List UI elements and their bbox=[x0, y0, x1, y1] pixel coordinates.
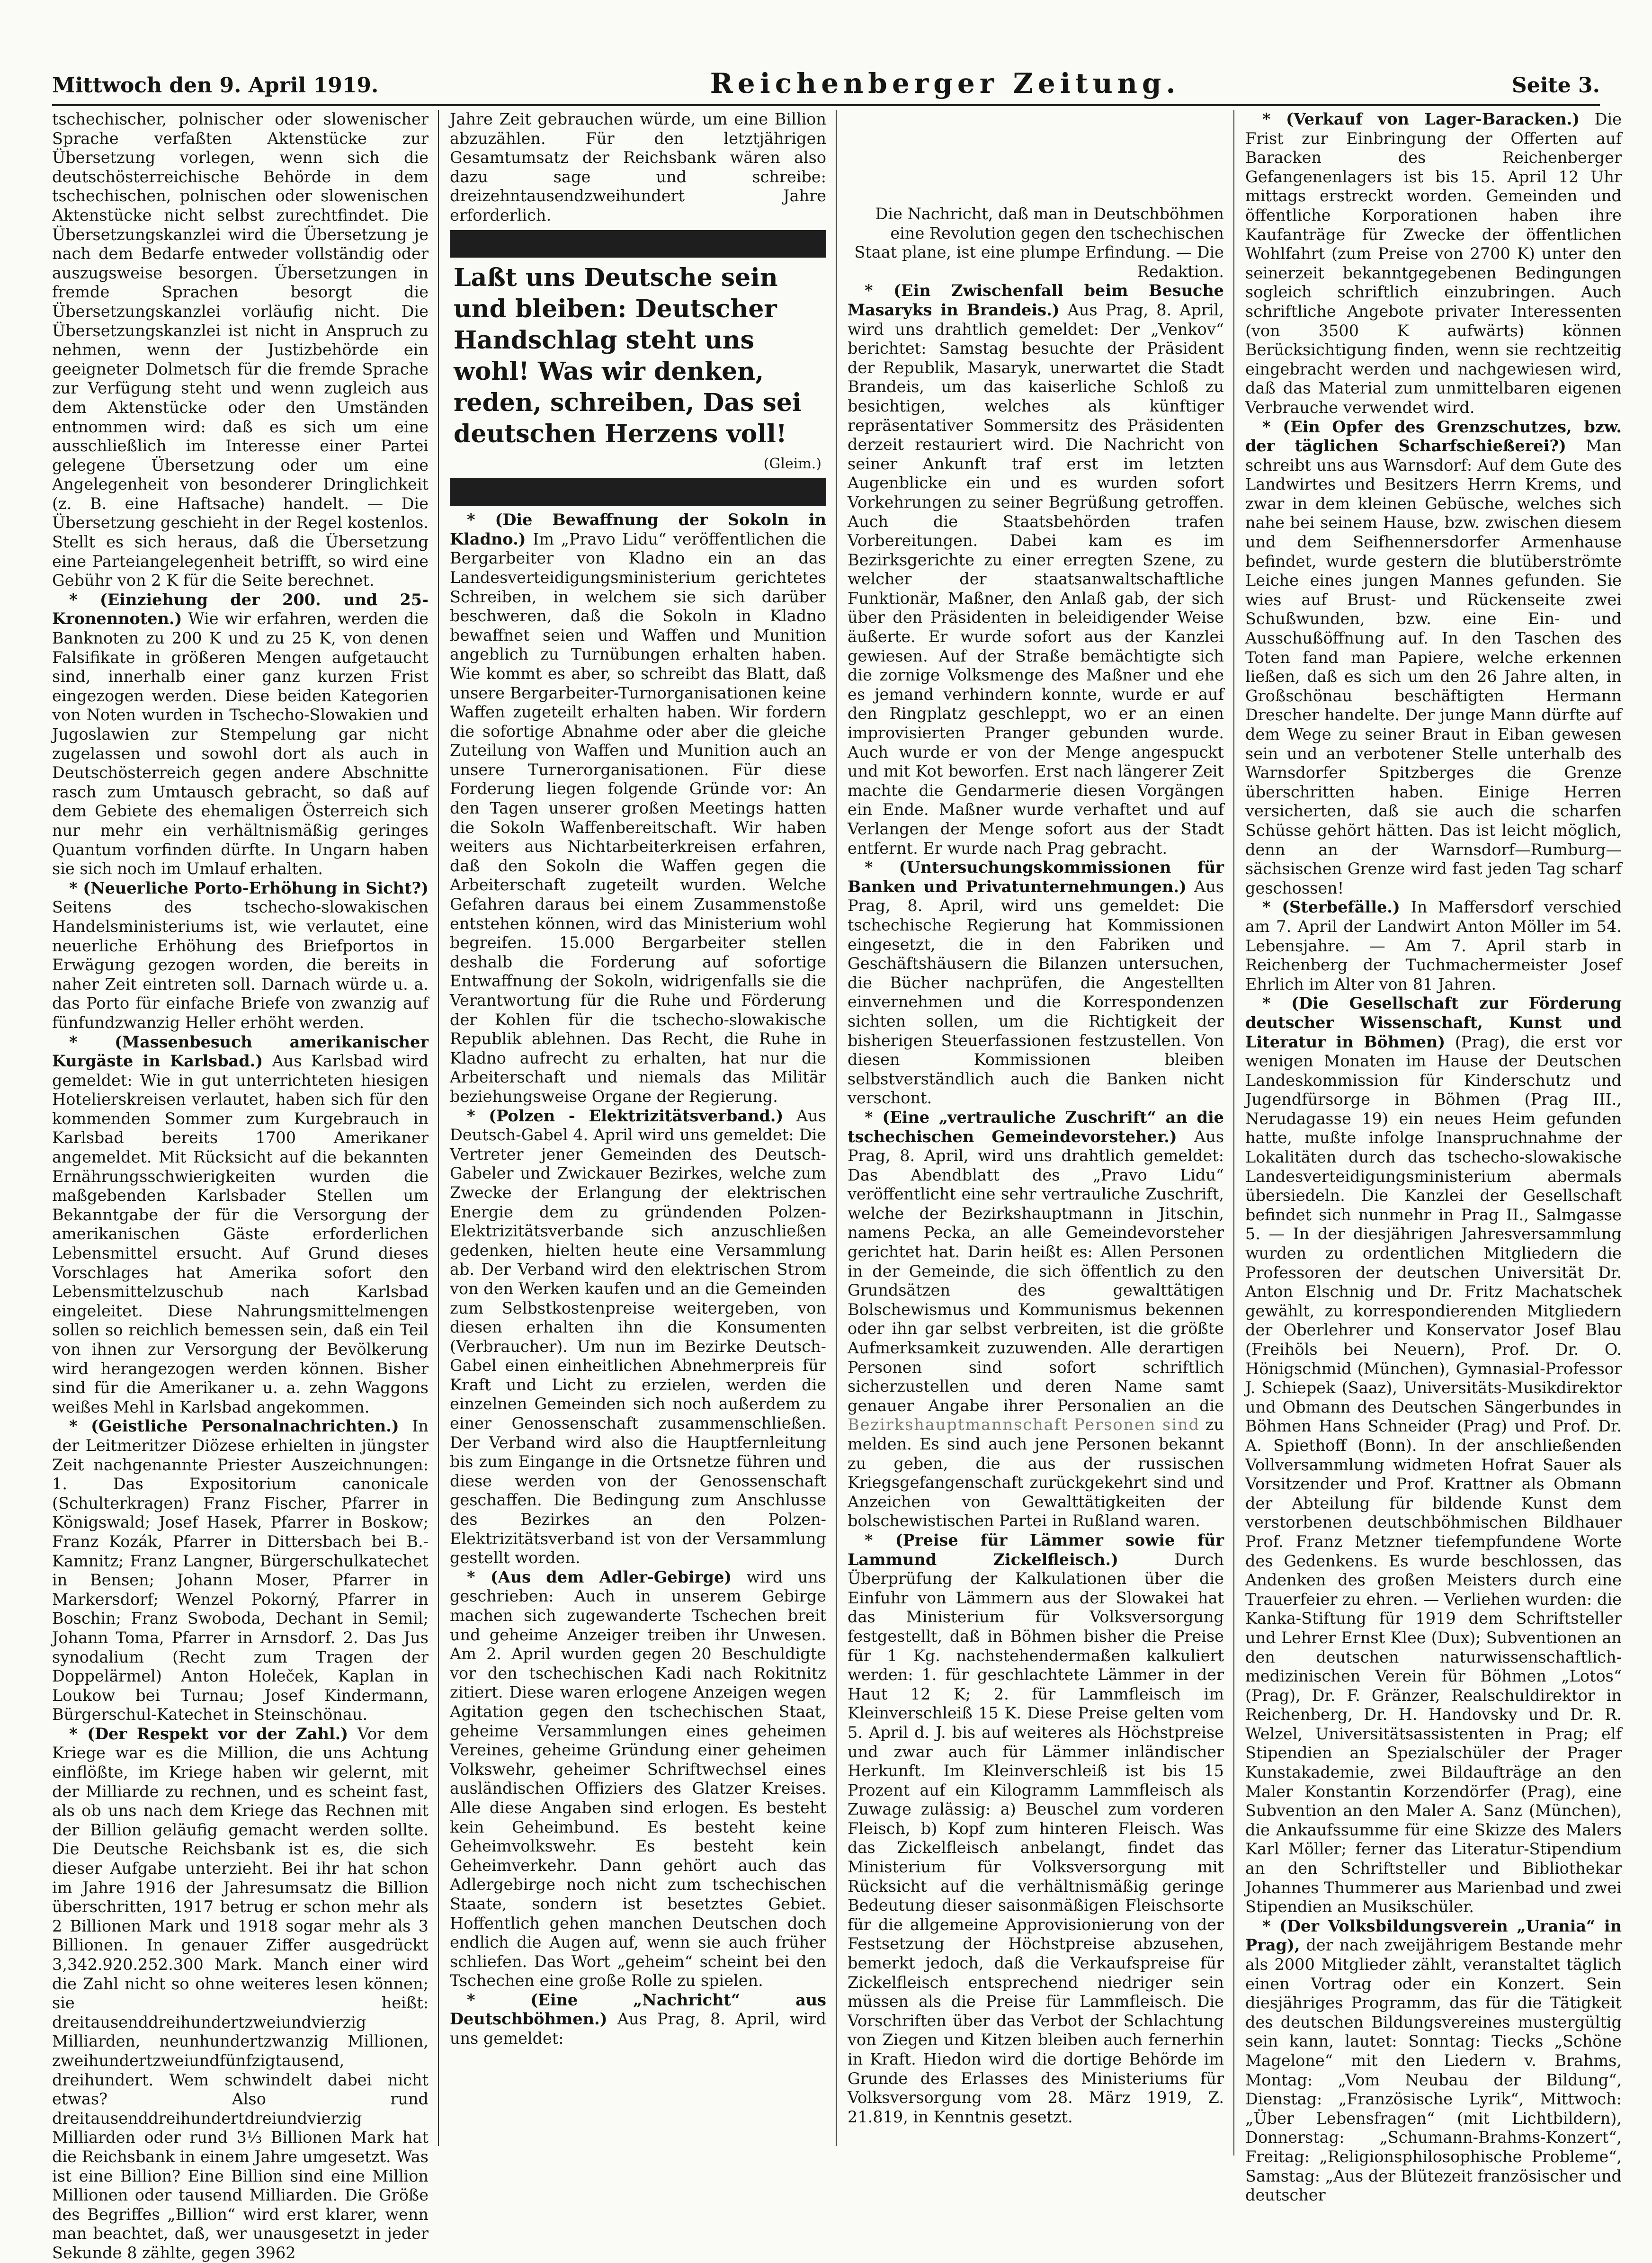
article-zuschrift bbox=[848, 1108, 1224, 1531]
article-heading: * (Geistliche Personalnachrichten.) bbox=[69, 1417, 399, 1436]
article-nachricht bbox=[450, 1991, 826, 2048]
article-heading: * (Massenbesuch amerikanischer Kurgäste in Karlsbad.) bbox=[52, 1032, 429, 1071]
article-body: wird uns geschrieben: Auch in unserem Gebirge machen sich zugewanderte Tschechen breit und geheime Anzeiger treiben ihr Unwesen. Am 2. April wurden gegen 20 Beschuldigte vor den tschechischen Kadi nach Rokitnitz zitiert. Diese waren erlogene Anzeigen wegen Agitation gegen den tschechischen Staat, geheime Versammlungen eines geheimen Vereines, geheime Gründung einer geheimen Volkswehr, geheimer Schriftwechsel eines ausländischen Offiziers des Glatzer Kreises. Alle diese Angaben sind erlogen. Es besteht kein Geheimbund. Es besteht keine Geheimvolkswehr. Es besteht kein Geheimverkehr. Dann gehört auch das Adlergebirge noch nicht zum tschechischen Staate, sondern ist besetztes Gebiet. Hoffentlich gehen manchen Deutschen doch endlich die Augen auf, wenn sie auch früher schliefen. Das Wort „geheim“ scheint bei den Tschechen eine große Rolle zu spielen. bbox=[450, 1567, 826, 1990]
article-heading: * (Einziehung der 200. und 25-Kronennoten.) bbox=[52, 590, 429, 628]
article-body: (Prag), die erst vor wenigen Monaten im Hause der Deutschen Landeskommission für Kinderschutz und Jugendfürsorge in Böhmen (Prag III., Nerudagasse 19) ein neues Heim gefunden hatte, mußte infolge Inanspruchnahme der Lokalitäten durch das tschecho-slowakische Landesverteidigungsministerium abermals übersiedeln. Die Kanzlei der Gesellschaft befindet sich nunmehr in Prag II., Salmgasse 5. — In der diesjährigen Jahresversammlung wurden zu ordentlichen Mitgliedern die Professoren der deutschen Universität Dr. Anton Elschnig und Dr. Fritz Machatschek gewählt, zu korrespondierenden Mitgliedern der Oberlehrer und Konservator Josef Blau (Freihöls bei Neuern), Prof. Dr. O. Hönigschmid (München), Gymnasial-Professor J. Schiepek (Saaz), Universitäts-Musikdirektor und Obmann des Deutschen Sängerbundes in Böhmen Hans Schneider (Prag) und Prof. Dr. A. Spiethoff (Bonn). In der anschließenden Vollversammlung widmeten Hofrat Sauer als Vorsitzender und Prof. Krattner als Obmann der Abteilung für bildende Kunst dem verstorbenen deutschböhmischen Bildhauer Prof. Franz Metzner tiefempfundene Worte des Gedenkens. Es wurde beschlossen, das Andenken des großen Meisters durch eine Trauerfeier zu ehren. — Verliehen wurden: die Kanka-Stiftung für 1919 dem Schriftsteller und Lehrer Ernst Klee (Dux); Subventionen an den deutschen naturwissenschaftlich-medizinischen Verein für Böhmen „Lotos“ (Prag), Dr. F. Gränzer, Realschuldirektor in Reichenberg, Dr. H. Handovsky und Dr. R. Welzel, Universitätsassistenten in Prag; elf Stipendien an Spezialschüler der Prager Kunstakademie, zwei Bildaufträge an den Maler Konstantin Korzendörfer (Prag), eine Subvention an den Maler A. Sanz (München), die Ankaufssumme für eine Skizze des Malers Karl Möller; ferner das Literatur-Stipendium an den Schriftsteller und Bibliothekar Johannes Thummerer aus Marienbad und zwei Stipendien an Musikschüler. bbox=[1245, 1032, 1622, 1916]
decorative-banner bbox=[450, 478, 826, 506]
article-translation-notes bbox=[52, 590, 429, 879]
article-heading: * (Polzen - Elektrizitätsverband.) bbox=[467, 1106, 784, 1125]
article-continuation: Jahre Zeit gebrauchen würde, um eine Billion abzuzählen. Für den letztjährigen Gesamtumsatz der Reichsbank wären also dazu sage und schreibe: dreizehntausendzweihundert Jahre erforderlich. bbox=[450, 110, 826, 224]
article-body: Aus Prag, 8. April, wird uns gemeldet: Die tschechische Regierung hat Kommissionen eingesetzt, die in den Fabriken und Geschäftshäusern die Bilanzen untersuchen, die Bücher nachprüfen, die Angestellten einvernehmen und die Korrespondenzen sichten sollen, um die Richtigkeit der bisherigen Steuerfassionen festzustellen. Von diesen Kommissionen bleiben selbstverständlich auch die Banken nicht verschont. bbox=[848, 877, 1224, 1108]
article-heading: * (Sterbefälle.) bbox=[1262, 898, 1400, 917]
article-body: Wie wir erfahren, werden die Banknoten zu 200 K und zu 25 K, von denen Falsifikate in größeren Mengen aufgetaucht sind, innerhalb einer ganz kurzen Frist eingezogen werden. Diese beiden Kategorien von Noten wurden in Tschecho-Slowakien und Jugoslawien zur Stempelung gar nicht zugelassen und sowohl dort als auch in Deutschösterreich gegen andere Abschnitte rasch zum Umtausch gebracht, so daß auf dem Gebiete des ehemaligen Österreich sich nur mehr ein verhältnismäßig geringes Quantum vorfinden dürfte. In Ungarn haben sie sich noch im Umlauf erhalten. bbox=[52, 609, 429, 878]
column-divider bbox=[1233, 110, 1234, 2156]
column-2 bbox=[450, 110, 826, 2048]
article-body: Aus Prag, 8. April, wird uns drahtlich gemeldet: Das Abendblatt des „Pravo Lidu“ veröffentlicht eine sehr vertrauliche Zuschrift, welche der Bezirkshauptmann in Jitschin, namens Pecka, an alle Gemeindevorsteher gerichtet hat. Darin heißt es: Allen Personen in der Gemeinde, die sich öffentlich zu den Grundsätzen des gewalttätigen Bolschewismus und Kommunismus bekennen oder ihn gar selbst verbreiten, ist die größte Aufmerksamkeit zuzuwenden. Alle derartigen Personen sind sofort schriftlich sicherzustellen und deren Name samt genauer Angabe ihrer Personalien an die bbox=[848, 1127, 1224, 1415]
article-body: Aus Karlsbad wird gemeldet: Wie in gut unterrichteten hiesigen Hotelierskreisen verlautet, haben sich für den kommenden Sommer zum Kurgebrauch in Karlsbad bereits 1700 Amerikaner angemeldet. Mit Rücksicht auf die bekannten Ernährungsschwierigkeiten wurden die maßgebenden Karlsbader Stellen um Bekanntgabe der für die Versorgung der amerikanischen Gäste erforderlichen Lebensmittel ersucht. Auf Grund dieses Vorschlages hat Amerika sofort den Lebensmittelzuschub nach Karlsbad eingeleitet. Diese Nahrungsmittelmengen sollen so reichlich bemessen sein, daß ein Teil von ihnen zur Versorgung der Bevölkerung wird herangezogen werden können. Bisher sind für die Amerikaner u. a. zehn Waggons weißes Mehl in Karlsbad angekommen. bbox=[52, 1052, 429, 1416]
article-porto bbox=[52, 879, 429, 1033]
article-heading: * (Die Bewaffnung der Sokoln in Kladno.) bbox=[450, 510, 826, 548]
blank-space bbox=[848, 110, 1224, 205]
column-divider bbox=[836, 110, 837, 2146]
article-urania bbox=[1245, 1917, 1622, 2205]
article-heading: * (Eine „Nachricht“ aus Deutschböhmen.) bbox=[450, 1990, 826, 2029]
article-body: Seitens des tschecho-slowakischen Handelsministeriums ist, wie verlautet, eine neuerliche Erhöhung des Briefportos in Erwägung gezogen worden, die bereits in naher Zeit eintreten soll. Darnach würde u. a. das Porto für einfache Briefe von zwanzig auf fünfundzwanzig Heller erhöht werden. bbox=[52, 898, 429, 1032]
article-karlsbad bbox=[52, 1033, 429, 1417]
column-1 bbox=[52, 110, 429, 2262]
article-body: Durch Überprüfung der Kalkulationen über die Einfuhr von Lämmern aus der Slowakei hat das Ministerium für Volksversorgung festgestellt, daß in Böhmen bisher die Preise für 1 Kg. nachstehendermaßen kalkuliert werden: 1. für geschlachtete Lämmer in der Haut 12 K; 2. für Lammfleisch im Kleinverschleiß 15 K. Diese Preise gelten vom 5. April d. J. bis auf weiteres als Höchstpreise und zwar auch für Lämmer inländischer Herkunft. Im Kleinverschleiß ist bis 15 Prozent auf ein Kilogramm Lammfleisch als Zuwage zulässig: a) Beuschel zum vorderen Fleisch, b) Kopf zum hinteren Fleisch. Was das Zickelfleisch anbelangt, findet das Ministerium für Volksversorgung mit Rücksicht auf die verhältnismäßig geringe Bedeutung dieser saisonmäßigen Fleischsorte für die allgemeine Approvisionierung von der Festsetzung der Höchstpreise abzusehen, bemerkt jedoch, daß die Verkaufspreise für Zickelfleisch entsprechend niedriger sein müssen als die Preise für Lammfleisch. Die Vorschriften über das Verbot der Schlachtung von Ziegen und Kitzen bleiben auch fernerhin in Kraft. Hiedon wird die dortige Behörde im Grunde des Erlasses des Ministeriums für Volksversorgung vom 28. März 1919, Z. 21.819, in Kenntnis gesetzt. bbox=[848, 1550, 1224, 2126]
page-number: Seite 3. bbox=[1511, 73, 1600, 98]
article-heading: * (Preise für Lämmer sowie für Lammund Zickelfleisch.) bbox=[848, 1530, 1224, 1569]
column-4 bbox=[1245, 110, 1622, 2205]
article-heading: * (Der Respekt vor der Zahl.) bbox=[69, 1724, 348, 1743]
article-heading: * (Die Gesellschaft zur Förderung deutscher Wissenschaft, Kunst und Literatur in Böhmen) bbox=[1245, 994, 1622, 1051]
article-polzen bbox=[450, 1107, 826, 1568]
article-body: Aus Prag, 8. April, wird uns drahtlich gemeldet: Der „Venkov“ berichtet: Samstag besuchte der Präsident der Republik, Masaryk, unerwartet die Stadt Brandeis, um das kaiserliche Schloß zu besichtigen, welches als künftiger repräsentativer Sommersitz des Präsidenten derzeit restauriert wird. Die Nachricht von seiner Ankunft traf erst im letzten Augenblicke ein und es wurden sofort Vorkehrungen zu seiner Begrüßung getroffen. Auch die Staatsbehörden trafen Vorbereitungen. Dabei kam es im Bezirksgerichte zu einer erregten Szene, zu welcher der staatsanwaltschaftliche Funktionär, Maßner, den Anlaß gab, der sich über den Präsidenten in beleidigender Weise äußerte. Er wurde sofort aus der Kanzlei gewiesen. Auf der Straße bemächtigte sich die zornige Volksmenge des Maßner und ehe es jemand verhindern konnte, wurde er auf den Ringplatz geschleppt, wo er an einen improvisierten Pranger gebunden wurde. Auch wurde er von der Menge angespuckt und mit Kot beworfen. Erst nach längerer Zeit machte die Gendarmerie diesen Vorgängen ein Ende. Maßner wurde verhaftet und auf Verlangen der Menge sofort aus der Stadt entfernt. Er wurde nach Prag gebracht. bbox=[848, 300, 1224, 858]
smudged-text: Personen sind bbox=[1074, 1415, 1200, 1434]
article-adlergebirge bbox=[450, 1568, 826, 1991]
article-body: Man schreibt uns aus Warnsdorf: Auf dem Gute des Landwirtes und Besitzers Herrn Krems, und zwar in dem kleinen Gebüsche, welches sich nahe bei seinem Hause, bzw. zwischen diesem und dem Seifhennersdorfer Armenhause befindet, wurde gestern die blutüberströmte Leiche eines jungen Mannes gefunden. Sie wies auf Brust- und Rückenseite zwei Schußwunden, bzw. eine Ein- und Ausschußöffnung auf. In den Taschen des Toten fand man Papiere, welche erkennen ließen, daß es sich um den 26 Jahre alten, in Großschönau beschäftigten Hermann Drescher handelte. Der junge Mann dürfte auf dem Wege zu seiner Braut in Eiban gewesen sein und an verbotener Stelle unterhalb des Warnsdorfer Spitzberges die Grenze überschritten haben. Einige Herren versicherten, daß sie auch die scharfen Schüsse gehört hätten. Das ist leicht möglich, denn an der Warnsdorf—Rumburg—sächsischen Grenze wird fast jeden Tag scharf geschossen! bbox=[1245, 437, 1622, 897]
page-header bbox=[52, 47, 1600, 106]
article-body: In Maffersdorf verschied am 7. April der Landwirt Anton Möller im 54. Lebensjahre. — Am 7. April starb in Reichenberg der Tuchmachermeister Josef Ehrlich im Alter von 81 Jahren. bbox=[1245, 898, 1622, 993]
article-body: zu melden. Es sind auch jene Personen bekannt zu geben, die aus der russischen Kriegsgefangenschaft zurückgekehrt sind und Anzeichen von Gewalttätigkeiten der bolschewistischen Partei in Rußland waren. bbox=[848, 1415, 1224, 1530]
article-commissions bbox=[848, 858, 1224, 1108]
article-deaths bbox=[1245, 898, 1622, 994]
article-body: Die Frist zur Einbringung der Offerten auf Baracken des Reichenberger Gefangenenlagers ist bis 15. April 12 Uhr mittags erstreckt worden. Gemeinden und öffentliche Korporationen haben ihre Kaufanträge für Zwecke der öffentlichen Wohlfahrt (zum Preise von 2700 K) unter den seinerzeit bekanntgegebenen Bedingungen sogleich schriftlich einzubringen. Auch schriftliche Angebote privater Interessenten (von 3500 K aufwärts) können Berücksichtigung finden, wenn sie rechtzeitig eingebracht werden und nachgewiesen wird, daß das Material zum unmittelbaren eigenen Verbrauche verwendet wird. bbox=[1245, 110, 1622, 417]
article-heading: * (Ein Opfer des Grenzschutzes, bzw. der täglichen Scharfschießerei?) bbox=[1245, 417, 1622, 456]
article-heading: * (Der Volksbildungsverein „Urania“ in Prag), bbox=[1245, 1916, 1622, 1955]
article-body: In der Leitmeritzer Diözese erhielten in jüngster Zeit nachgenannte Priester Auszeichnungen: 1. Das Expositorium canonicale (Schulterkragen) Franz Fischer, Pfarrer in Königswald; Josef Hasek, Pfarrer in Boskow; Franz Kozák, Pfarrer in Dittersbach bei B.-Kamnitz; Franz Langner, Bürgerschulkatechet in Bensen; Johann Moser, Pfarrer in Markersdorf; Wenzel Pokorný, Pfarrer in Boschin; Franz Swoboda, Dechant in Semil; Johann Toma, Pfarrer in Arnsdorf. 2. Das Jus synodalium (Recht zum Tragen der Doppelärmel) Anton Holeček, Kaplan in Loukow bei Turnau; Josef Kindermann, Bürgerschul-Katechet in Steinschönau. bbox=[52, 1417, 429, 1724]
newspaper-title: Reichenberger Zeitung. bbox=[710, 67, 1180, 99]
column-3 bbox=[848, 110, 1224, 2156]
article-society bbox=[1245, 994, 1622, 1917]
article-lamb-prices bbox=[848, 1531, 1224, 2127]
article-body: Aus Prag, 8. April, wird uns gemeldet: bbox=[450, 2010, 826, 2048]
article-border-victim bbox=[1245, 418, 1622, 898]
article-heading: * (Ein Zwischenfall beim Besuche Masaryks in Brandeis.) bbox=[848, 281, 1224, 319]
article-masaryk bbox=[848, 281, 1224, 858]
article-body: Aus Deutsch-Gabel 4. April wird uns gemeldet: Die Vertreter jener Gemeinden des Deutsch-Gabeler und Zwickauer Bezirkes, welche zum Zwecke der Erlangung der elektrischen Energie dem zu gründenden Polzen-Elektrizitätsverbande sich anzuschließen gedenken, hielten heute eine Versammlung ab. Der Verband wird den elektrischen Strom von den Werken kaufen und an die Gemeinden zum Selbstkostenpreise weitergeben, von diesen erhalten ihn die Konsumenten (Verbraucher). Um nun im Bezirke Deutsch-Gabel einen einheitlichen Abnehmerpreis für Kraft und Licht zu erzielen, werden die einzelnen Gemeinden sich noch außerdem zu einer Genossenschaft zusammenschließen. Der Verband wird also die Hauptfernleitung bis zum Eingange in die Ortsnetze führen und diese werden von der Genossenschaft geschaffen. Die Bedingung zum Anschlusse des Bezirkes an den Polzen-Elektrizitätsverband ist von der Versammlung gestellt worden. bbox=[450, 1106, 826, 1567]
article-continuation: Die Nachricht, daß man in Deutschböhmen eine Revolution gegen den tschechischen Staat plane, ist eine plumpe Erfindung. — Die Redaktion. bbox=[854, 205, 1224, 281]
article-heading: * (Aus dem Adler-Gebirge) bbox=[467, 1567, 732, 1586]
article-heading: * (Untersuchungskommissionen für Banken und Privatunternehmungen.) bbox=[848, 858, 1224, 896]
article-barracks bbox=[1245, 110, 1622, 418]
article-heading: * (Verkauf von Lager-Baracken.) bbox=[1262, 110, 1580, 128]
article-heading: * (Eine „vertrauliche Zuschrift“ an die tschechischen Gemeindevorsteher.) bbox=[848, 1108, 1224, 1146]
article-continuation: tschechischer, polnischer oder slowenischer Sprache verfaßten Aktenstücke zur Übersetzung vorlegen, wenn sich die deutschösterreichische Behörde in dem tschechischen, polnischen oder slowenischen Aktenstücke nicht selbst zurechtfindet. Die Übersetzungskanzlei wird die Übersetzung je nach dem Bedarfe entweder vollständig oder auszugsweise besorgen. Übersetzungen in fremde Sprachen besorgt die Übersetzungskanzlei vorläufig nicht. Die Übersetzungskanzlei ist nicht in Anspruch zu nehmen, wenn der Justizbehörde ein geeigneter Dolmetsch für die fremde Sprache zur Verfügung steht und wenn zugleich aus dem Aktenstücke oder den Umständen entnommen wird: daß es sich um eine ausschließlich im Interesse einer Partei gelegene Übersetzung oder um eine Angelegenheit von besonderer Dringlichkeit (z. B. eine Haftsache) handelt. — Die Übersetzung geschieht in der Regel kostenlos. Stellt es sich heraus, daß die Übersetzung eine Parteiangelegenheit betrifft, so wird eine Gebühr von 2 K für die Seite berechnet. bbox=[52, 110, 429, 590]
article-body: der nach zweijährigem Bestande mehr als 2000 Mitglieder zählt, veranstaltet täglich einen Vortrag oder ein Konzert. Sein diesjähriges Programm, das für die Tätigkeit des deutschen Bildungsvereines mustergültig sein kann, lautet: Sonntag: Tiecks „Schöne Magelone“ mit den Liedern v. Brahms, Montag: „Vom Neubau der Bildung“, Dienstag: „Französische Lyrik“, Mittwoch: „Über Lebensfragen“ (mit Lichtbildern), Donnerstag: „Schumann-Brahms-Konzert“, Freitag: „Religionsphilosophische Probleme“, Samstag: „Aus der Blütezeit französischer und deutscher bbox=[1245, 1936, 1622, 2205]
poem-source: (Gleim.) bbox=[763, 455, 822, 472]
column-divider bbox=[438, 110, 439, 2146]
article-body: Im „Pravo Lidu“ veröffentlichen die Bergarbeiter von Kladno ein an das Landesverteidigungsministerium gerichtetes Schreiben, in welchem sie sich darüber beschweren, daß die Sokoln in Kladno bewaffnet seien und Waffen und Munition angeblich zu Turnübungen erhalten haben. Wie kommt es aber, so schreibt das Blatt, daß unsere Bergarbeiter-Turnorganisationen keine Waffen zugeteilt erhalten haben. Wir fordern die sofortige Abnahme oder aber die gleiche Zuteilung von Waffen und Munition auch an unsere Turnerorganisationen. Für diese Forderung liegen folgende Gründe vor: An den Tagen unserer großen Meetings hatten die Sokoln Waffenbereitschaft. Wir haben weiters aus Nichtarbeiterkreisen erfahren, daß den Sokoln die Waffen gegen die Arbeiterschaft zugeteilt wurden. Welche Gefahren daraus bei einem Zusammenstoße entstehen können, wird das Ministerium wohl begreifen. 15.000 Bergarbeiter stellen deshalb die Forderung auf sofortige Entwaffnung der Sokoln, widrigenfalls sie die Verantwortung für die Ruhe und Förderung der Kohlen für die tschecho-slowakische Republik ablehnen. Das Recht, die Ruhe in Kladno aufrecht zu erhalten, hat nur die Arbeiterschaft und niemals das Militär beziehungsweise Organe der Regierung. bbox=[450, 529, 826, 1106]
article-heading: * (Neuerliche Porto-Erhöhung in Sicht?) bbox=[69, 878, 429, 897]
smudged-text: Bezirkshauptmannschaft bbox=[848, 1415, 1069, 1434]
issue-date: Mittwoch den 9. April 1919. bbox=[52, 73, 379, 98]
decorative-banner bbox=[450, 230, 826, 258]
article-clergy bbox=[52, 1417, 429, 1725]
article-sokoln bbox=[450, 510, 826, 1106]
article-body: Vor dem Kriege war es die Million, die uns Achtung einflößte, im Kriege haben wir gelernt, mit der Milliarde zu rechnen, und es scheint fast, als ob uns nach dem Kriege das Rechnen mit der Billion geläufig gemacht werden sollte. Die Deutsche Reichsbank ist es, die sich dieser Aufgabe unterzieht. Bei ihr hat schon im Jahre 1916 der Jahresumsatz die Billion überschritten, 1917 betrug er schon mehr als 2 Billionen Mark und 1918 sogar mehr als 3 Billionen. In genauer Ziffer ausgedrückt 3,342.920.252.300 Mark. Manch einer wird die Zahl nicht so ohne weiteres lesen können; sie heißt: dreitausenddreihundertzweiundvierzig Milliarden, neunhundertzwanzig Millionen, zweihundertzweiundfünfzigtausend, dreihundert. Wem schwindelt dabei nicht etwas? Also rund dreitausenddreihundertdreiundvierzig Milliarden oder rund 3⅓ Billionen Mark hat die Reichsbank in einem Jahre umgesetzt. Was ist eine Billion? Eine Billion sind eine Million Millionen oder tausend Milliarden. Die Größe des Begriffes „Billion“ wird erst klarer, wenn man beachtet, daß, wer unausgesetzt in jeder Sekunde 8 zählte, gegen 3962 bbox=[52, 1724, 429, 2262]
article-numbers bbox=[52, 1725, 429, 2263]
poem-quote: Laßt uns Deutsche sein und bleiben: Deutscher Handschlag steht uns wohl! Was wir denken, reden, schreiben, Das sei deutschen Herzens voll! bbox=[454, 263, 802, 448]
